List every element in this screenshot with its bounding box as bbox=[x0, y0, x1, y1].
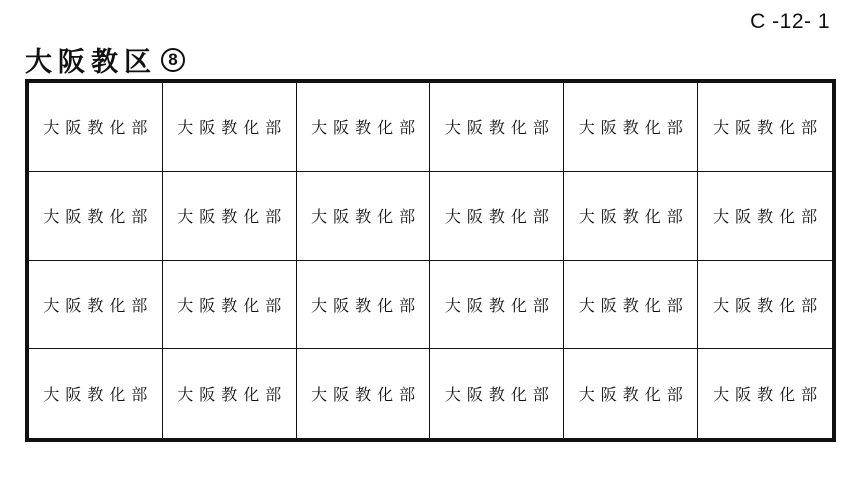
label-cell: 大阪教化部 bbox=[698, 261, 832, 350]
label-cell: 大阪教化部 bbox=[297, 83, 431, 172]
label-cell: 大阪教化部 bbox=[698, 172, 832, 261]
label-cell: 大阪教化部 bbox=[29, 172, 163, 261]
label-cell: 大阪教化部 bbox=[29, 349, 163, 438]
label-cell: 大阪教化部 bbox=[564, 349, 698, 438]
label-sheet-frame bbox=[25, 79, 836, 442]
label-cell: 大阪教化部 bbox=[163, 261, 297, 350]
title-text: 大阪教区 bbox=[25, 47, 157, 78]
label-cell: 大阪教化部 bbox=[297, 261, 431, 350]
label-cell: 大阪教化部 bbox=[698, 83, 832, 172]
label-cell: 大阪教化部 bbox=[713, 385, 824, 405]
label-cell: 大阪教化部 bbox=[297, 172, 431, 261]
document-code: C -12- 1 bbox=[750, 10, 830, 33]
label-cell: 大阪教化部 bbox=[430, 83, 564, 172]
label-cell: 大阪教化部 bbox=[297, 349, 431, 438]
label-cell: 大阪教化部 bbox=[564, 83, 698, 172]
label-cell: 大阪教化部 bbox=[163, 349, 297, 438]
circled-number-badge: 8 bbox=[161, 48, 185, 72]
label-cell: 大阪教化部 bbox=[29, 83, 163, 172]
label-cell: 大阪教化部 bbox=[430, 349, 564, 438]
label-cell: 大阪教化部 bbox=[564, 261, 698, 350]
label-cell: 大阪教化部 bbox=[163, 83, 297, 172]
label-cell: 大阪教化部 bbox=[564, 172, 698, 261]
label-cell: 大阪教化部 bbox=[430, 172, 564, 261]
label-cell: 大阪教化部 bbox=[163, 172, 297, 261]
page-title bbox=[25, 40, 185, 79]
label-cell: 大阪教化部 bbox=[430, 261, 564, 350]
label-grid bbox=[29, 83, 832, 438]
label-cell: 大阪教化部 bbox=[29, 261, 163, 350]
